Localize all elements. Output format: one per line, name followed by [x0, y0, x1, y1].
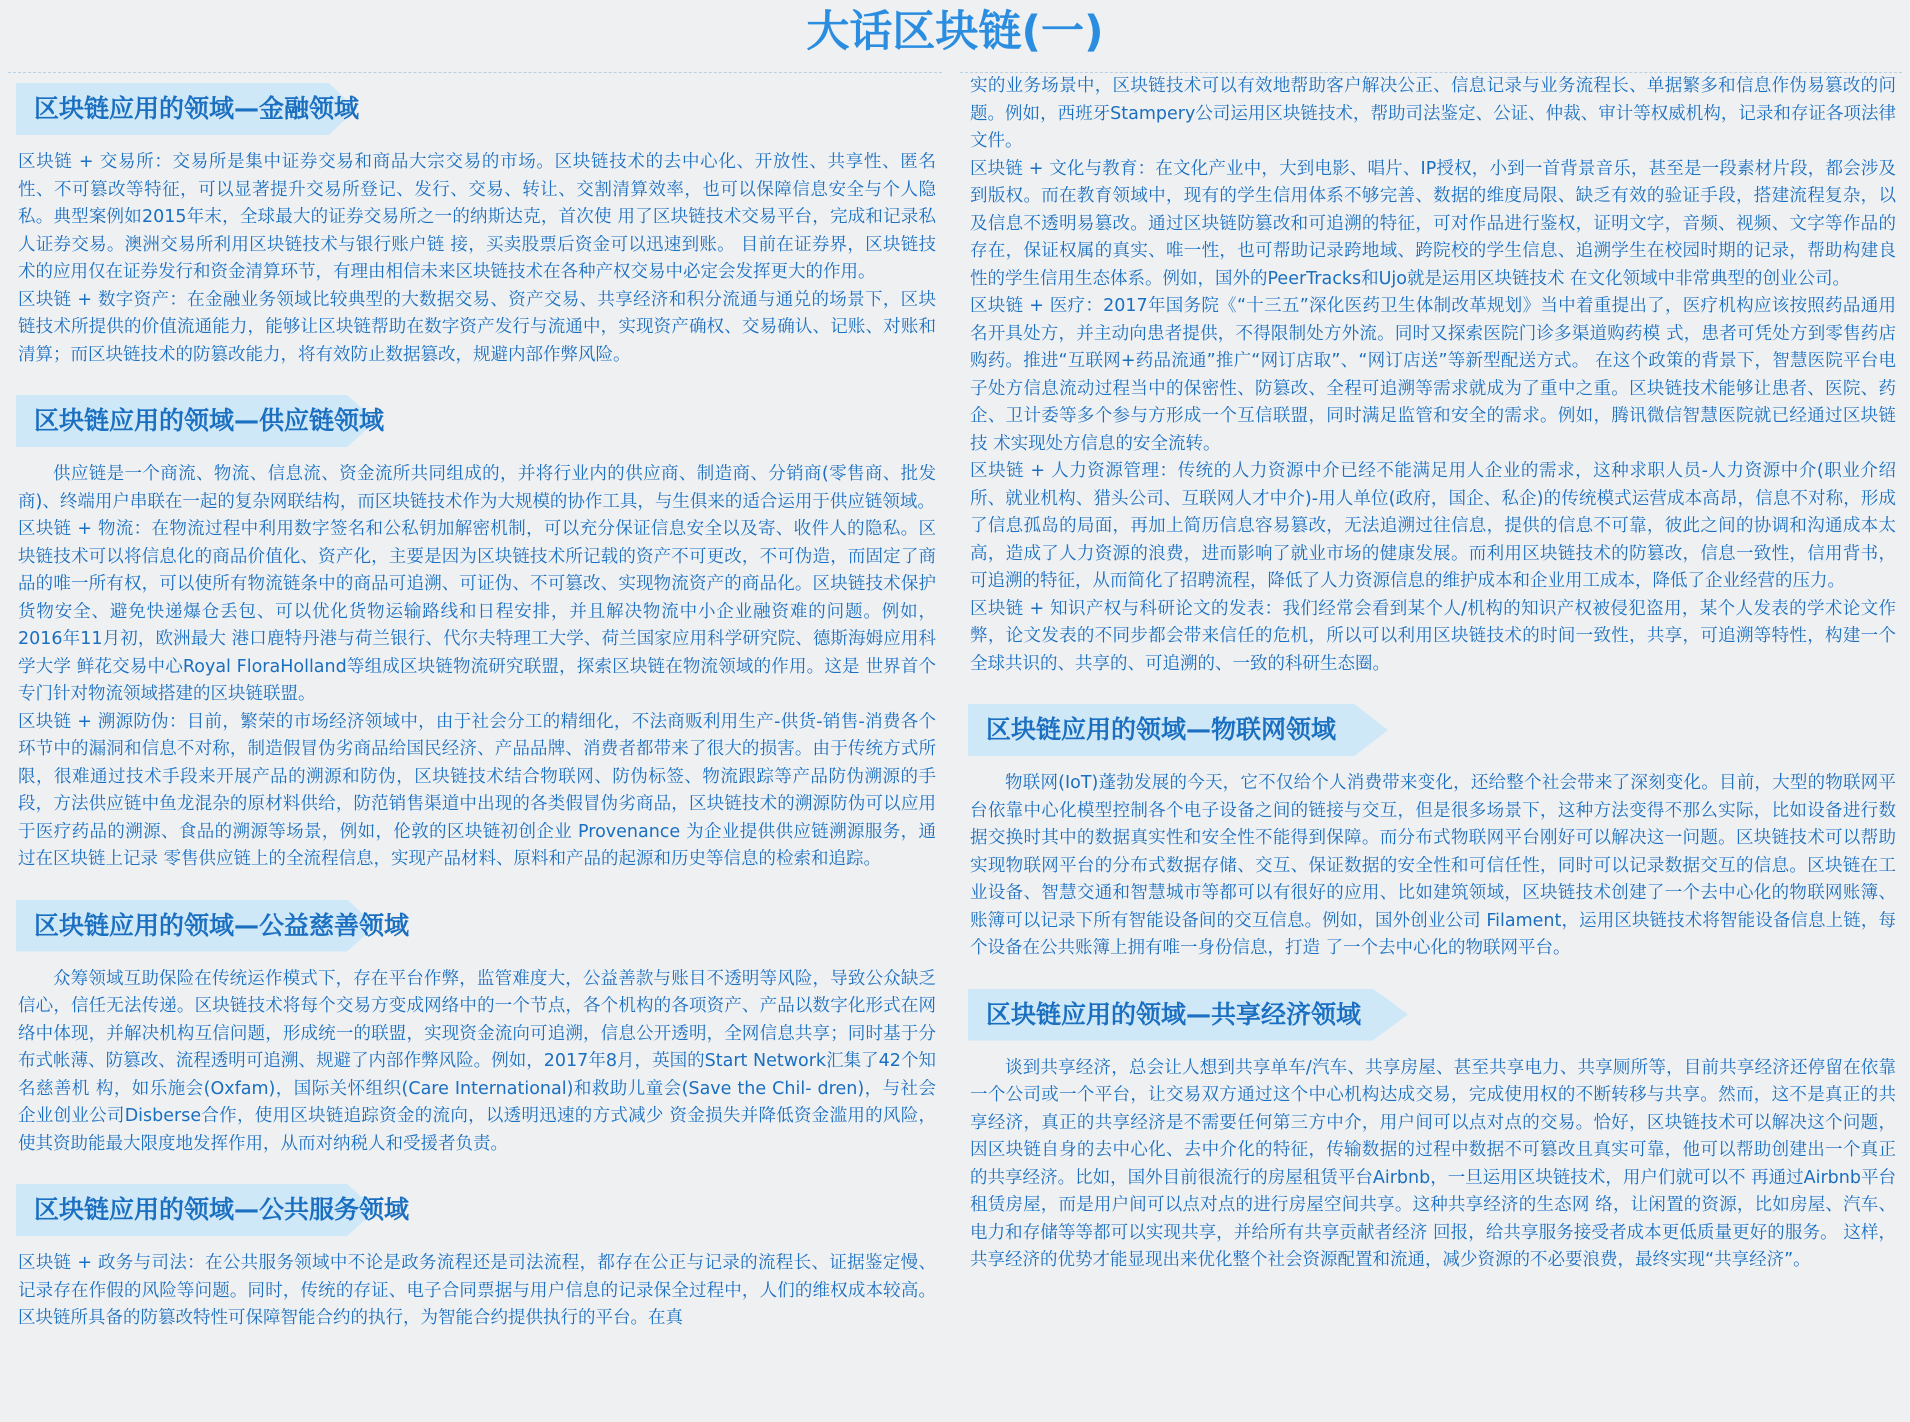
paragraph-traceability: 区块链 + 溯源防伪：目前，繁荣的市场经济领域中，由于社会分工的精细化，不法商贩利用生产-供货-销售-消费各个环节中的漏洞和信息不对称，制造假冒伪劣商品给国民经济、产品品牌、消费者都带来了很大的损害。由于传统方式所限，很难通过技术手段来开展产品的溯源和防伪，区块链技术结合物联网、防伪标签、物流跟踪等产品防伪溯源的手段，方法供应链中鱼龙混杂的原材料供给，防范销售渠道中出现的各类假冒伪劣商品，区块链技术的溯源防伪可以应用于医疗药品的溯源、食品的溯源等场景，例如，伦敦的区块链初创企业 Provenance 为企业提供供应链溯源服务，通过在区块链上记录 零售供应链上的全流程信息，实现产品材料、原料和产品的起源和历史等信息的检索和追踪。 [18, 711, 936, 869]
paragraph-sharing-economy: 谈到共享经济，总会让人想到共享单车/汽车、共享房屋、甚至共享电力、共享厕所等，目前共享经济还停留在依靠一个公司或一个平台，让交易双方通过这个中心机构达成交易，完成使用权的不断转移与共享。然而，这不是真正的共享经济，真正的共享经济是不需要任何第三方中介，用户间可以点对点的交易。恰好，区块链技术可以解决这个问题，因区块链自身的去中心化、去中介化的特征，传输数据的过程中数据不可篡改且真实可靠，他可以帮助创建出一个真正的共享经济。比如，国外目前很流行的房屋租赁平台Airbnb，一旦运用区块链技术，用户们就可以不 再通过Airbnb平台租赁房屋，而是用户间可以点对点的进行房屋空间共享。这种共享经济的生态网 络，让闲置的资源，比如房屋、汽车、电力和存储等等都可以实现共享，并给所有共享贡献者经济 回报，给共享服务接受者成本更低质量更好的服务。 这样，共享经济的优势才能显现出来优化整个社会资源配置和流通，减少资源的不必要浪费，最终实现“共享经济”。 [970, 1057, 1896, 1270]
paragraph-public-service-continued: 实的业务场景中，区块链技术可以有效地帮助客户解决公正、信息记录与业务流程长、单据繁多和信息作伪易篡改的问题。例如，西班牙Stampery公司运用区块链技术，帮助司法鉴定、公证、仲裁、审计等权威机构，记录和存证各项法律文件。 [970, 76, 1896, 151]
paragraph-culture-education: 区块链 + 文化与教育：在文化产业中，大到电影、唱片、IP授权，小到一首背景音乐，甚至是一段素材片段，都会涉及到版权。而在教育领域中，现有的学生信用体系不够完善、数据的维度局限、缺乏有效的验证手段，搭建流程复杂，以及信息不透明易篡改。通过区块链防篡改和可追溯的特征，可对作品进行鉴权，证明文字，音频、视频、文字等作品的存在，保证权属的真实、唯一性，也可帮助记录跨地域、跨院校的学生信息、追溯学生在校园时期的记录，帮助构建良性的学生信用生态体系。例如，国外的PeerTracks和Ujo就是运用区块链技术 在文化领域中非常典型的创业公司。 [970, 158, 1896, 289]
paragraph-exchange: 区块链 + 交易所：交易所是集中证券交易和商品大宗交易的市场。区块链技术的去中心化、开放性、共享性、匿名性、不可篡改等特征，可以显著提升交易所登记、发行、交易、转让、交割清算效率，也可以保障信息安全与个人隐私。典型案例如2015年末，全球最大的证券交易所之一的纳斯达克，首次使 用了区块链技术交易平台，完成和记录私人证券交易。澳洲交易所利用区块链技术与银行账户链 接，买卖股票后资金可以迅速到账。 目前在证券界，区块链技术的应用仅在证券发行和资金清算环节，有理由相信未来区块链技术在各种产权交易中必定会发挥更大的作用。 [18, 152, 936, 282]
paragraph-digital-assets: 区块链 + 数字资产：在金融业务领域比较典型的大数据交易、资产交易、共享经济和积分流通与通兑的场景下，区块链技术所提供的价值流通能力，能够让区块链帮助在数字资产发行与流通中，实现资产确权、交易确认、记账、对账和清算；而区块链技术的防篡改能力，将有效防止数据篡改，规避内部作弊风险。 [18, 289, 936, 365]
right-column [960, 72, 1902, 1413]
section-heading-public-service: 区块链应用的领域—公共服务领域 [16, 1184, 942, 1236]
paragraph-intellectual-property: 区块链 + 知识产权与科研论文的发表：我们经常会看到某个人/机构的知识产权被侵犯盗用，某个人发表的学术论文作弊，论文发表的不同步都会带来信任的危机，所以可以利用区块链技术的时间一致性，共享，可追溯等特性，构建一个全球共识的、共享的、可追溯的、一致的科研生态圈。 [970, 598, 1896, 674]
section-heading-charity: 区块链应用的领域—公益慈善领域 [16, 900, 942, 952]
section-heading-finance: 区块链应用的领域—金融领域 [16, 83, 942, 135]
paragraph-iot: 物联网(IoT)蓬勃发展的今天，它不仅给个人消费带来变化，还给整个社会带来了深刻变化。目前，大型的物联网平台依靠中心化模型控制各个电子设备之间的链接与交互，但是很多场景下，这种方法变得不那么实际，比如设备进行数据交换时其中的数据真实性和安全性不能得到保障。而分布式物联网平台刚好可以解决这一问题。区块链技术可以帮助实现物联网平台的分布式数据存储、交互、保证数据的安全性和可信任性，同时可以记录数据交互的信息。区块链在工业设备、智慧交通和智慧城市等都可以有很好的应用、比如建筑领域，区块链技术创建了一个去中心化的物联网账簿、账簿可以记录下所有智能设备间的交互信息。例如，国外创业公司 Filament，运用区块链技术将智能设备信息上链，每个设备在公共账簿上拥有唯一身份信息，打造 了一个去中心化的物联网平台。 [970, 773, 1896, 958]
paragraph-supply-intro: 供应链是一个商流、物流、信息流、资金流所共同组成的，并将行业内的供应商、制造商、分销商(零售商、批发商)、终端用户串联在一起的复杂网联结构，而区块链技术作为大规模的协作工具，与生俱来的适合运用于供应链领域。 [18, 464, 936, 512]
page-title: 大话区块链(一) [806, 7, 1104, 57]
paragraph-logistics: 区块链 + 物流：在物流过程中利用数字签名和公私钥加解密机制，可以充分保证信息安全以及寄、收件人的隐私。区块链技术可以将信息化的商品价值化、资产化，主要是因为区块链技术所记载的资产不可更改，不可伪造，而固定了商品的唯一所有权，可以使所有物流链条中的商品可追溯、可证伪、不可篡改、实现物流资产的商品化。区块链技术保护货物安全、避免快递爆仓丢包、可以优化货物运输路线和日程安排，并且解决物流中小企业融资难的问题。例如，2016年11月初，欧洲最大 港口鹿特丹港与荷兰银行、代尔夫特理工大学、荷兰国家应用科学研究院、德斯海姆应用科学大学 鲜花交易中心Royal FloraHolland等组成区块链物流研究联盟，探索区块链在物流领域的作用。这是 世界首个专门针对物流领域搭建的区块链联盟。 [18, 519, 936, 704]
paragraph-medical: 区块链 + 医疗：2017年国务院《“十三五”深化医药卫生体制改革规划》当中着重提出了，医疗机构应该按照药品通用名开具处方，并主动向患者提供，不得限制处方外流。同时又探索医院门诊多渠道购药模 式，患者可凭处方到零售药店购药。推进“互联网+药品流通”推广“网订店取”、“网订店送”等新型配送方式。 在这个政策的背景下，智慧医院平台电子处方信息流动过程当中的保密性、防篡改、全程可追溯等需求就成为了重中之重。区块链技术能够让患者、医院、药企、卫计委等多个参与方形成一个互信联盟，同时满足监管和安全的需求。例如，腾讯微信智慧医院就已经通过区块链技 术实现处方信息的安全流转。 [970, 296, 1896, 454]
paragraph-charity: 众筹领域互助保险在传统运作模式下，存在平台作弊，监管难度大，公益善款与账目不透明等风险，导致公众缺乏信心，信任无法传递。区块链技术将每个交易方变成网络中的一个节点，各个机构的各项资产、产品以数字化形式在网络中体现，并解决机构互信问题，形成统一的联盟，实现资金流向可追溯，信息公开透明，全网信息共享；同时基于分布式帐薄、防篡改、流程透明可追溯、规避了内部作弊风险。例如，2017年8月，英国的Start Network汇集了42个知名慈善机 构，如乐施会(Oxfam)，国际关怀组织(Care International)和救助儿童会(Save the Chil- dren)，与社会企业创业公司Disberse合作，使用区块链追踪资金的流向，以透明迅速的方式减少 资金损失并降低资金滥用的风险，使其资助能最大限度地发挥作用，从而对纳税人和受援者负责。 [18, 968, 936, 1154]
paragraph-government-justice: 区块链 + 政务与司法：在公共服务领域中不论是政务流程还是司法流程，都存在公正与记录的流程长、证据鉴定慢、记录存在作假的风险等问题。同时，传统的存证、电子合同票据与用户信息的记录保全过程中，人们的维权成本较高。区块链所具备的防篡改特性可保障智能合约的执行，为智能合约提供执行的平台。在真 [18, 1253, 936, 1328]
section-heading-supply-chain: 区块链应用的领域—供应链领域 [16, 395, 942, 447]
left-column [8, 72, 942, 1413]
section-heading-sharing-economy: 区块链应用的领域—共享经济领域 [968, 989, 1902, 1041]
paragraph-human-resources: 区块链 + 人力资源管理：传统的人力资源中介已经不能满足用人企业的需求，这种求职人员-人力资源中介(职业介绍所、就业机构、猎头公司、互联网人才中介)-用人单位(政府，国企、私企)的传统模式运营成本高昂，信息不对称，形成了信息孤岛的局面，再加上简历信息容易篡改，无法追溯过往信息，提供的信息不可靠，彼此之间的协调和沟通成本太高，造成了人力资源的浪费，进而影响了就业市场的健康发展。而利用区块链技术的防篡改，信息一致性，信用背书，可追溯的特征，从而简化了招聘流程，降低了人力资源信息的维护成本和企业用工成本，降低了企业经营的压力。 [970, 461, 1896, 591]
section-heading-iot: 区块链应用的领域—物联网领域 [968, 704, 1902, 756]
